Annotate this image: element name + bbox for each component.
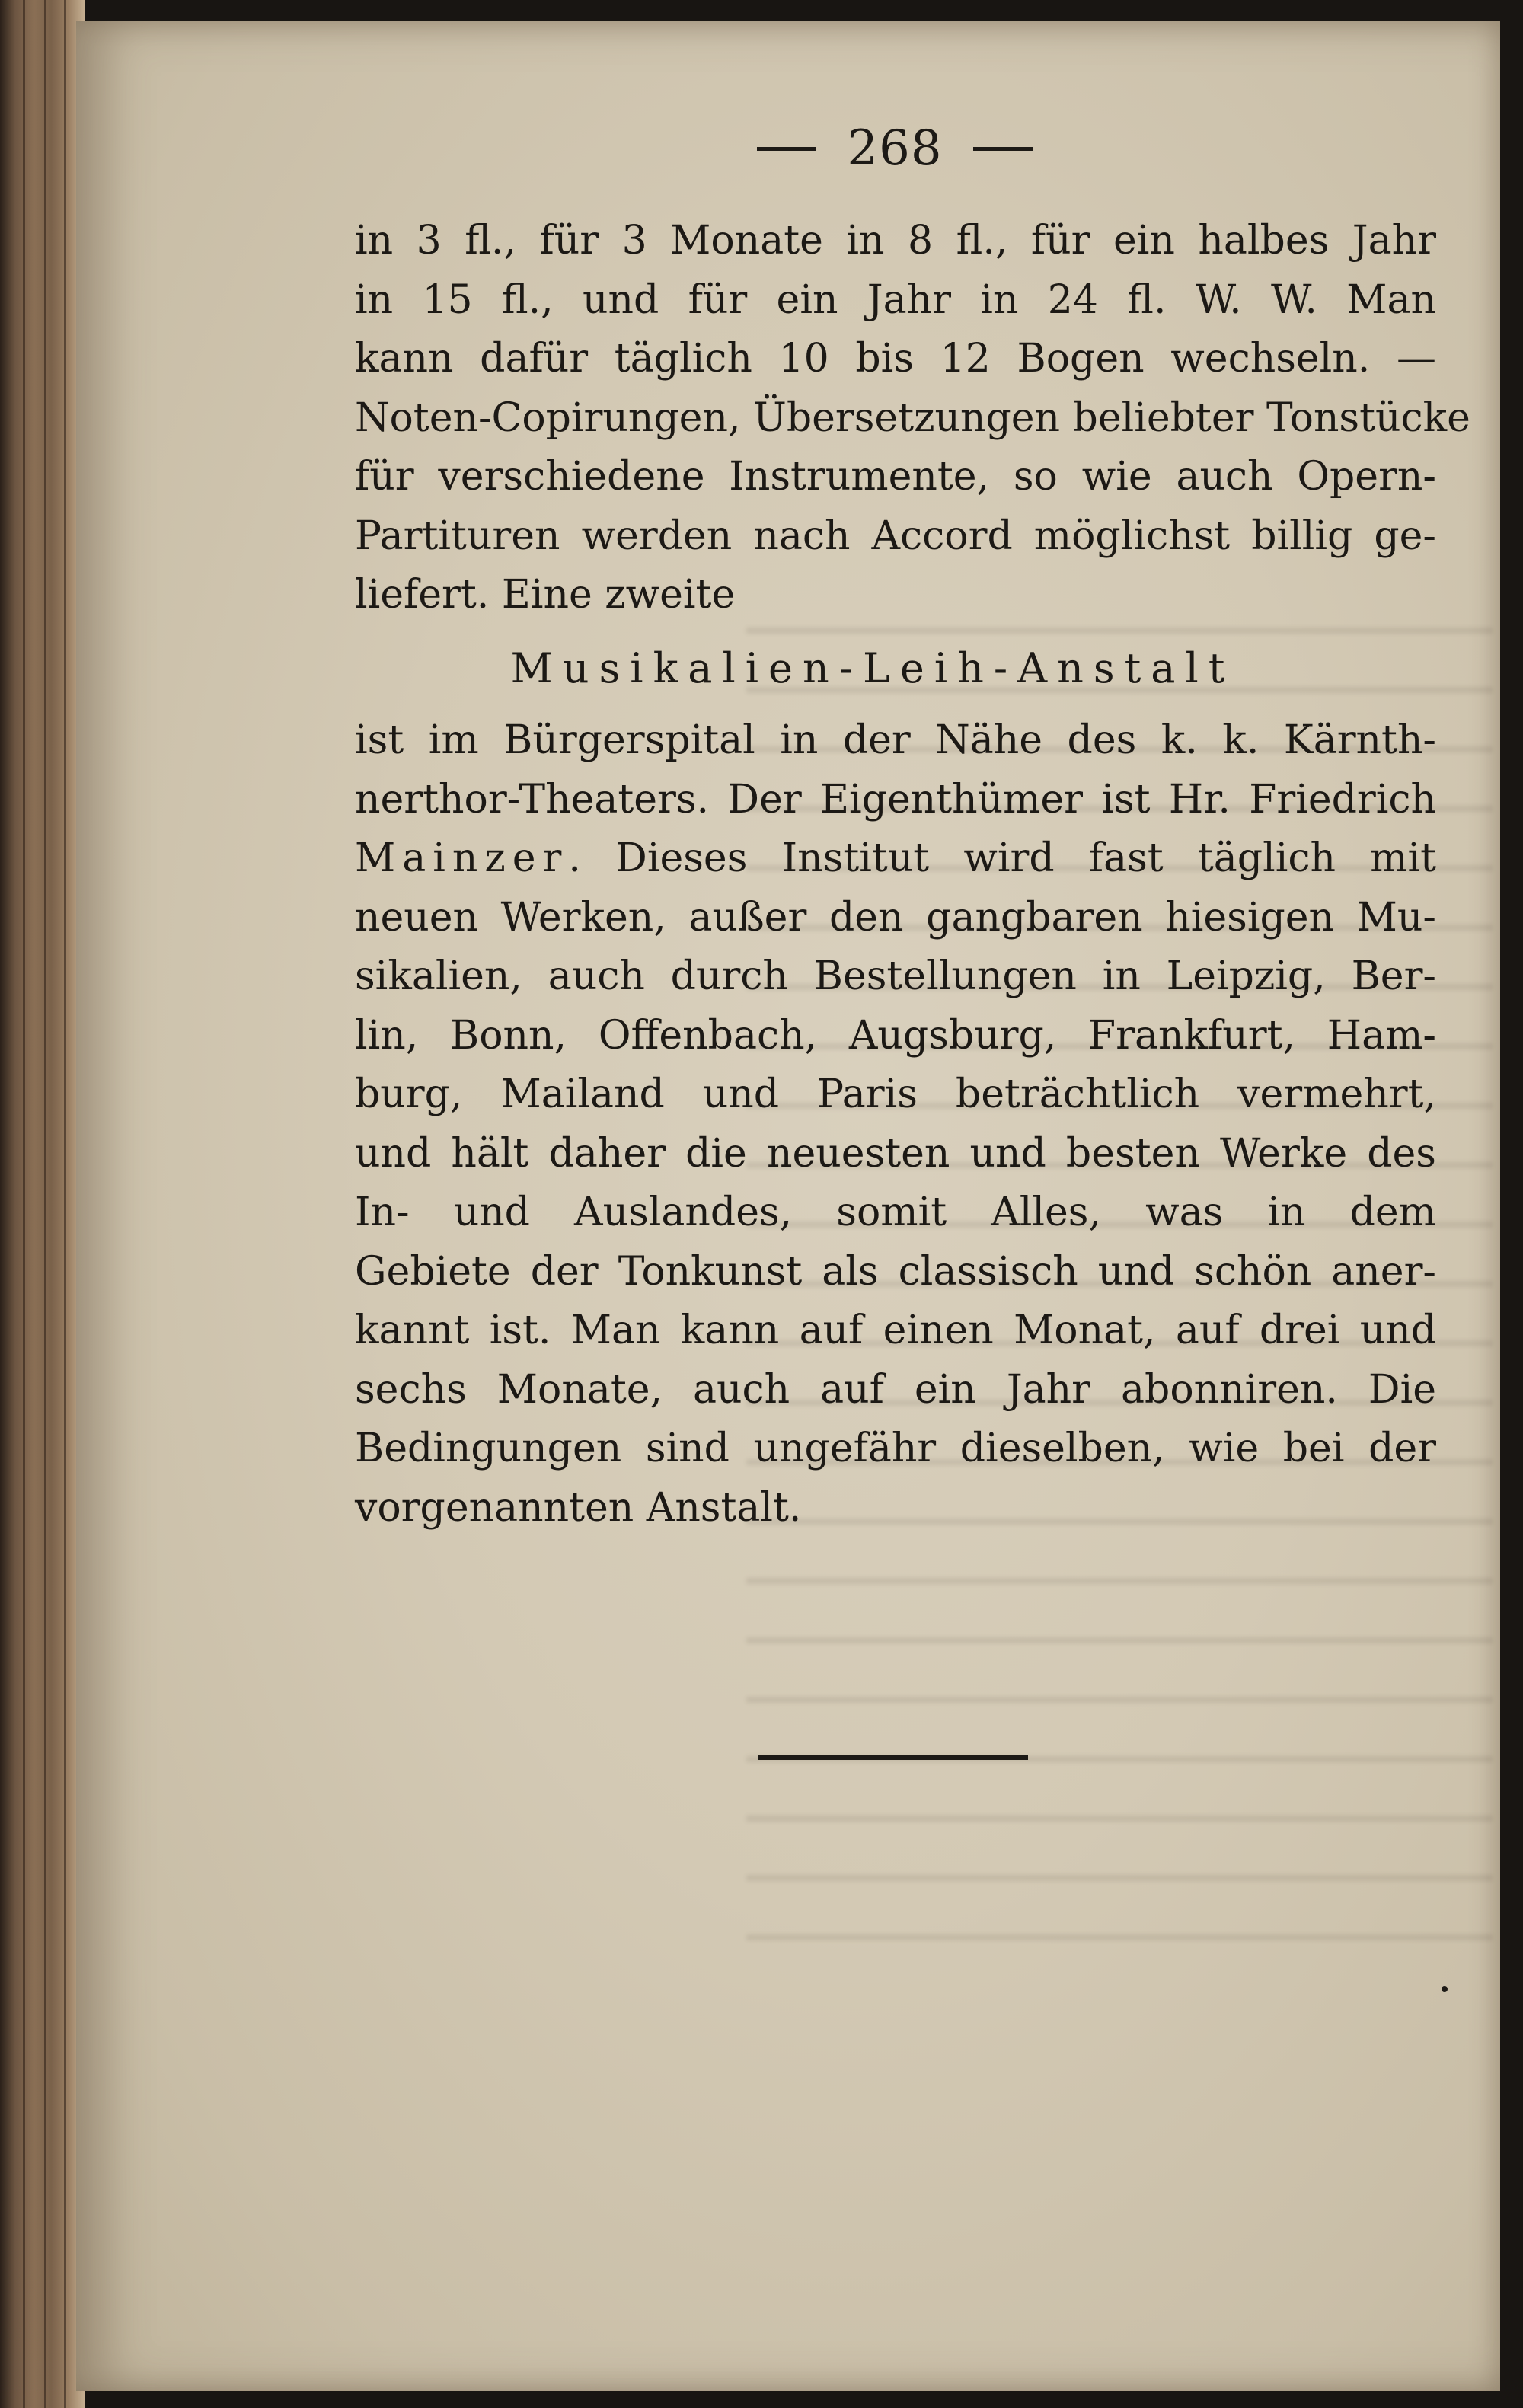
body-text (355, 212, 1470, 1538)
running-head (723, 114, 1066, 183)
text-line: neuen Werken, außer den gangbaren hiesigen Mu- (355, 894, 1436, 941)
text-line: Gebiete der Tonkunst als classisch und schön aner- (355, 1248, 1436, 1295)
text-line: kannt ist. Man kann auf einen Monat, auf drei und (355, 1308, 1436, 1353)
running-head-dash-right (973, 147, 1033, 151)
text-line-rest: . Dieses Institut wird fast täglich mit (568, 835, 1436, 881)
page-edge-line (64, 0, 66, 2408)
ink-speck (1442, 1986, 1448, 1992)
text-line: in 15 fl., und für ein Jahr in 24 fl. W. W. Man (355, 276, 1436, 323)
paragraph-1 (355, 212, 1470, 625)
paragraph-2 (355, 711, 1436, 1538)
text-line: ist im Bürgerspital in der Nähe des k. k. Kärnth- (355, 717, 1436, 763)
text-line: Partituren werden nach Accord möglichst billig ge- (355, 513, 1436, 559)
book-spine-edge (0, 0, 85, 2408)
text-line: liefert. Eine zweite (355, 572, 736, 618)
page-edge-line (44, 0, 46, 2408)
text-line-with-spaced-name (355, 829, 1436, 889)
page-edge-line (23, 0, 25, 2408)
page-number: 268 (847, 120, 943, 177)
running-head-dash-left (757, 147, 816, 151)
text-line: In- und Auslandes, somit Alles, was in dem (355, 1190, 1436, 1235)
text-line: Noten-Copirungen, Übersetzungen beliebter Tonstücke (355, 394, 1470, 441)
text-line: in 3 fl., für 3 Monate in 8 fl., für ein halbes Jahr (355, 218, 1436, 263)
section-end-rule (758, 1755, 1028, 1760)
text-line: sikalien, auch durch Bestellungen in Leipzig, Ber- (355, 953, 1436, 999)
spaced-name-mainzer: Mainzer (355, 835, 569, 881)
text-line: und hält daher die neuesten und besten Werke des (355, 1130, 1436, 1177)
text-line: vorgenannten Anstalt. (355, 1484, 802, 1531)
text-line: lin, Bonn, Offenbach, Augsburg, Frankfurt, Ham- (355, 1012, 1436, 1059)
section-heading: Musikalien-Leih-Anstalt (510, 644, 1235, 692)
text-line: kann dafür täglich 10 bis 12 Bogen wechseln. — (355, 336, 1436, 382)
text-line: burg, Mailand und Paris beträchtlich vermehrt, (355, 1071, 1436, 1117)
text-line: sechs Monate, auch auf ein Jahr abonniren. Die (355, 1366, 1436, 1413)
text-line: nerthor-Theaters. Der Eigenthümer ist Hr. Friedrich (355, 776, 1436, 822)
text-line: Bedingungen sind ungefähr dieselben, wie bei der (355, 1426, 1436, 1471)
text-line: für verschiedene Instrumente, so wie auch Opern- (355, 454, 1436, 500)
